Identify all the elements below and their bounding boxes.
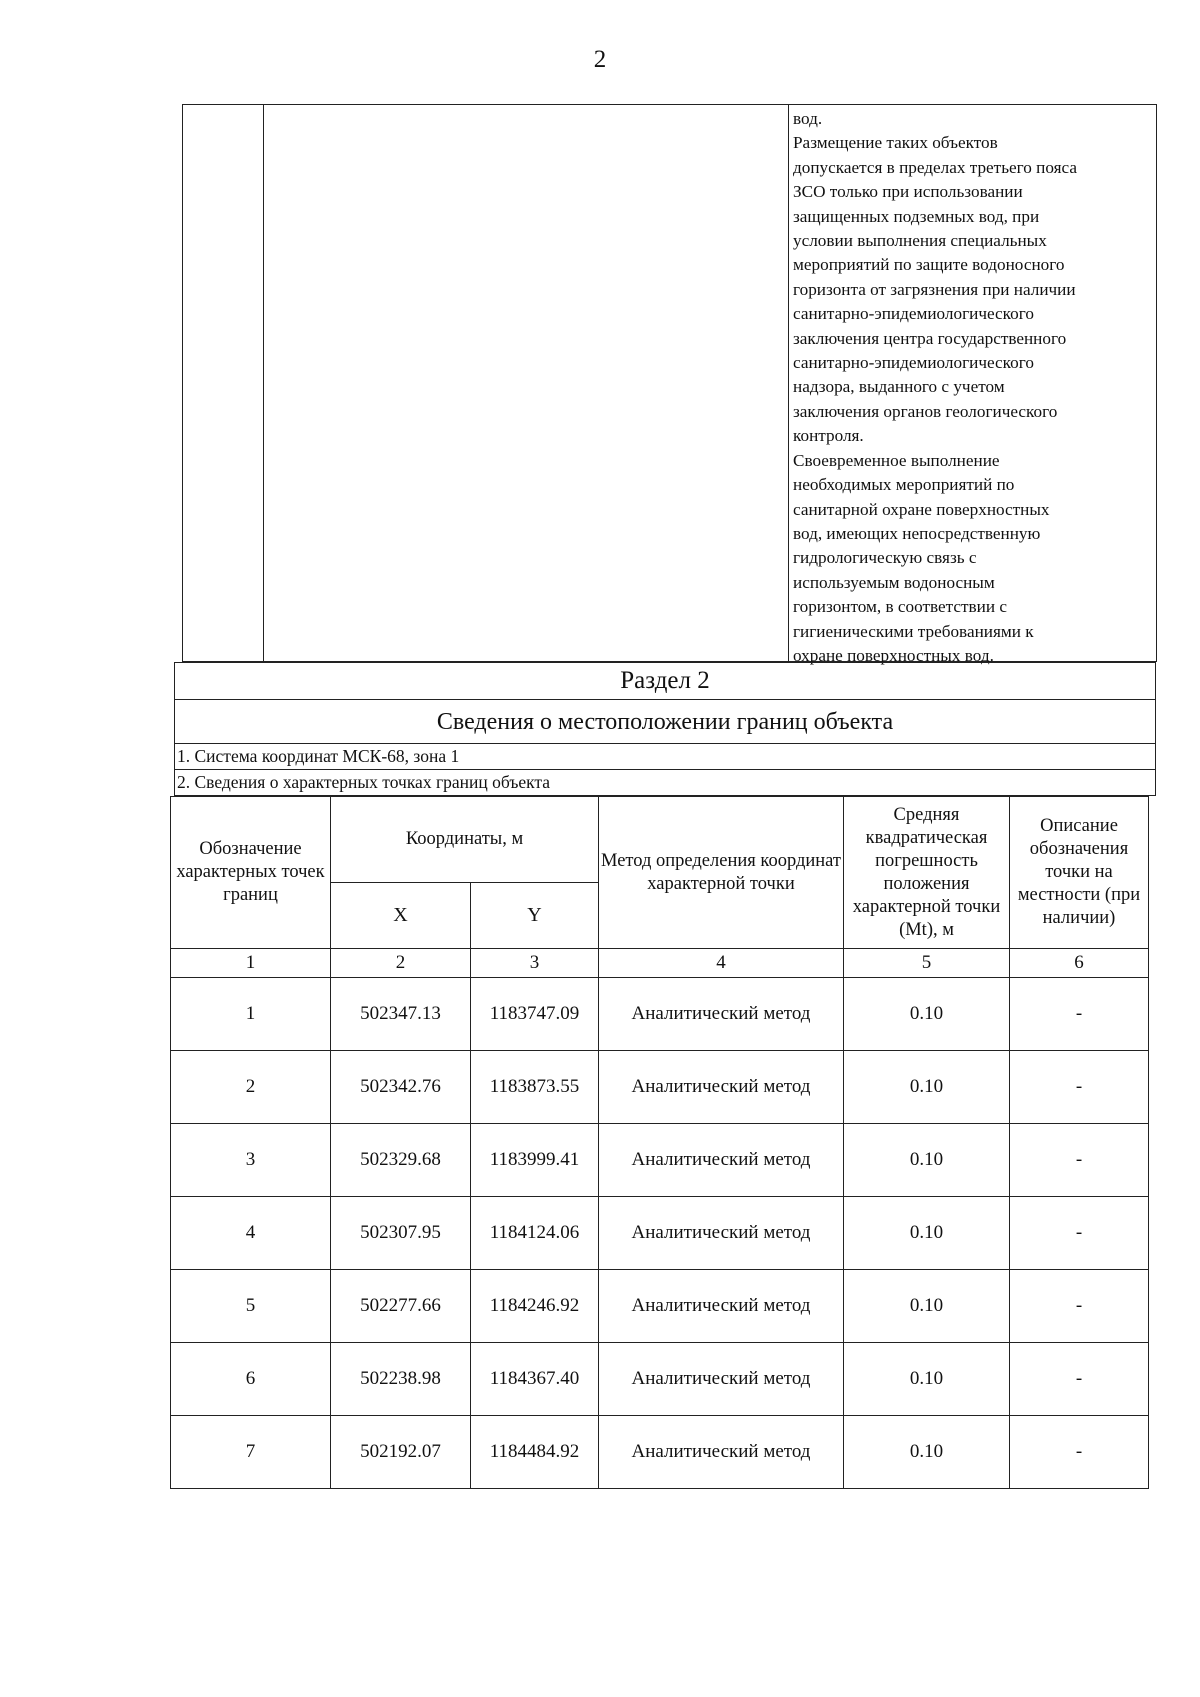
table-row — [171, 1416, 1149, 1489]
table-row — [171, 1124, 1149, 1197]
continuation-line: гидрологическую связь с — [793, 548, 977, 568]
method-cell: Аналитический метод — [599, 1416, 844, 1489]
table-row — [171, 1051, 1149, 1124]
method-cell: Аналитический метод — [599, 1270, 844, 1343]
points-heading-line: 2. Сведения о характерных точках границ объекта — [174, 770, 1156, 796]
x-cell: 502342.76 — [331, 1051, 471, 1124]
method-cell: Аналитический метод — [599, 1343, 844, 1416]
section-subtitle: Сведения о местоположении границ объекта — [174, 700, 1156, 744]
y-cell: 1184484.92 — [471, 1416, 599, 1489]
continuation-line: вод, имеющих непосредственную — [793, 523, 1041, 543]
x-cell: 502347.13 — [331, 978, 471, 1051]
column-number: 2 — [331, 949, 471, 978]
coordinate-system-line: 1. Система координат МСК-68, зона 1 — [174, 744, 1156, 770]
error-cell: 0.10 — [844, 1197, 1010, 1270]
table-row — [171, 1343, 1149, 1416]
continuation-line: защищенных подземных вод, при — [793, 206, 1040, 226]
continuation-line: горизонта от загрязнения при наличии — [793, 279, 1076, 299]
point-cell: 2 — [171, 1051, 331, 1124]
method-cell: Аналитический метод — [599, 978, 844, 1051]
section-title: Раздел 2 — [174, 662, 1156, 700]
point-cell: 5 — [171, 1270, 331, 1343]
continuation-text — [793, 107, 1155, 668]
error-cell: 0.10 — [844, 1051, 1010, 1124]
boundary-points-table — [170, 796, 1149, 1489]
column-number: 3 — [471, 949, 599, 978]
description-cell: - — [1010, 1416, 1149, 1489]
continuation-line: условии выполнения специальных — [793, 231, 1047, 251]
point-cell: 4 — [171, 1197, 331, 1270]
continuation-line: гигиеническими требованиями к — [793, 621, 1034, 641]
description-cell: - — [1010, 1343, 1149, 1416]
error-cell: 0.10 — [844, 978, 1010, 1051]
continuation-line: допускается в пределах третьего пояса — [793, 157, 1078, 177]
points-table-body — [171, 978, 1149, 1489]
column-divider — [263, 105, 264, 661]
column-number: 1 — [171, 949, 331, 978]
header-error: Средняя квадратическая погрешность положения характерной точки (Mt), м — [844, 797, 1010, 949]
continuation-line: охране поверхностных вод. — [793, 645, 994, 665]
column-number: 5 — [844, 949, 1010, 978]
continuation-line: Своевременное выполнение — [793, 450, 1000, 470]
continuation-line: заключения центра государственного — [793, 328, 1067, 348]
header-x: X — [331, 883, 471, 949]
continuation-line: санитарно-эпидемиологического — [793, 304, 1034, 324]
x-cell: 502329.68 — [331, 1124, 471, 1197]
header-description: Описание обозначения точки на местности (при наличии) — [1010, 797, 1149, 949]
continuation-line: заключения органов геологического — [793, 401, 1058, 421]
point-cell: 1 — [171, 978, 331, 1051]
y-cell: 1183999.41 — [471, 1124, 599, 1197]
y-cell: 1184246.92 — [471, 1270, 599, 1343]
continuation-line: санитарно-эпидемиологического — [793, 353, 1034, 373]
column-divider — [788, 105, 789, 661]
x-cell: 502277.66 — [331, 1270, 471, 1343]
point-cell: 7 — [171, 1416, 331, 1489]
error-cell: 0.10 — [844, 1124, 1010, 1197]
description-cell: - — [1010, 1197, 1149, 1270]
continuation-line: мероприятий по защите водоносного — [793, 255, 1065, 275]
header-y: Y — [471, 883, 599, 949]
continuation-line: Размещение таких объектов — [793, 133, 998, 153]
column-number-row — [171, 949, 1149, 978]
y-cell: 1184367.40 — [471, 1343, 599, 1416]
continuation-line: контроля. — [793, 426, 864, 446]
method-cell: Аналитический метод — [599, 1124, 844, 1197]
continuation-line: надзора, выданного с учетом — [793, 377, 1005, 397]
error-cell: 0.10 — [844, 1270, 1010, 1343]
description-cell: - — [1010, 1124, 1149, 1197]
description-cell: - — [1010, 1270, 1149, 1343]
header-designation: Обозначение характерных точек границ — [171, 797, 331, 949]
column-number: 4 — [599, 949, 844, 978]
y-cell: 1184124.06 — [471, 1197, 599, 1270]
x-cell: 502307.95 — [331, 1197, 471, 1270]
x-cell: 502238.98 — [331, 1343, 471, 1416]
continuation-table — [182, 104, 1157, 665]
error-cell: 0.10 — [844, 1343, 1010, 1416]
description-cell: - — [1010, 1051, 1149, 1124]
continuation-line: используемым водоносным — [793, 572, 995, 592]
table-row — [171, 978, 1149, 1051]
header-method: Метод определения координат характерной точки — [599, 797, 844, 949]
x-cell: 502192.07 — [331, 1416, 471, 1489]
table-row — [171, 1270, 1149, 1343]
y-cell: 1183747.09 — [471, 978, 599, 1051]
point-cell: 6 — [171, 1343, 331, 1416]
continuation-line: вод. — [793, 109, 823, 128]
error-cell: 0.10 — [844, 1416, 1010, 1489]
page-number: 2 — [593, 46, 607, 73]
continuation-line: санитарной охране поверхностных — [793, 499, 1050, 519]
header-coordinates: Координаты, м — [331, 797, 599, 883]
y-cell: 1183873.55 — [471, 1051, 599, 1124]
method-cell: Аналитический метод — [599, 1197, 844, 1270]
description-cell: - — [1010, 978, 1149, 1051]
continuation-line: ЗСО только при использовании — [793, 182, 1023, 202]
method-cell: Аналитический метод — [599, 1051, 844, 1124]
column-number: 6 — [1010, 949, 1149, 978]
table-row — [171, 1197, 1149, 1270]
continuation-line: необходимых мероприятий по — [793, 475, 1015, 495]
continuation-line: горизонтом, в соответствии с — [793, 597, 1007, 617]
point-cell: 3 — [171, 1124, 331, 1197]
